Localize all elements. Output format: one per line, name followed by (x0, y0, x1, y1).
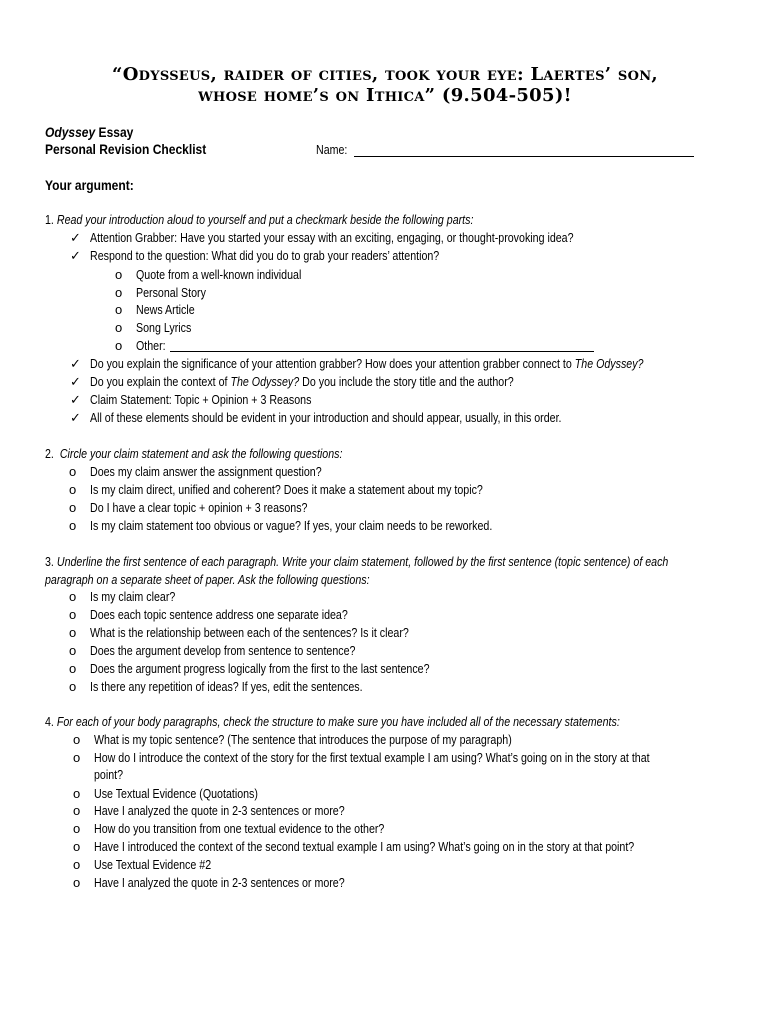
section-1-prompt (45, 212, 473, 228)
checkmark-icon: ✓ (70, 374, 81, 389)
essay-heading (45, 124, 133, 140)
list-item: Do I have a clear topic + opinion + 3 reasons? (90, 500, 308, 515)
bullet-icon: o (73, 875, 81, 890)
checklist-item: Respond to the question: What did you do to grab your readers’ attention? (90, 248, 440, 263)
other-fill-line[interactable] (170, 351, 594, 352)
list-item: How do you transition from one textual evidence to the other? (94, 821, 385, 836)
sub-list-item-other: Other: (136, 338, 166, 353)
section-1-prompt-text: Read your introduction aloud to yourself and put a checkmark beside the following parts: (56, 212, 474, 227)
sub-list-item: Quote from a well-known individual (136, 267, 302, 282)
checkmark-icon: ✓ (70, 356, 81, 371)
checklist-item-text: Do you explain the context of (90, 374, 231, 389)
bullet-icon: o (69, 607, 77, 622)
list-item: How do I introduce the context of the story for the first textual example I am using? What’s going on in the story at that (94, 750, 650, 765)
bullet-icon: o (69, 589, 77, 604)
essay-title-rest: Essay (95, 124, 134, 140)
list-item: What is the relationship between each of the sentences? Is it clear? (90, 625, 409, 640)
bullet-icon: o (69, 679, 77, 694)
checkmark-icon: ✓ (70, 248, 81, 263)
bullet-icon: o (73, 750, 81, 765)
section-2-number: 2. (45, 446, 54, 461)
bullet-icon: o (115, 320, 123, 335)
list-item: Is my claim statement too obvious or vague? If yes, your claim needs to be reworked. (90, 518, 493, 533)
page-title (40, 64, 730, 106)
list-item-cont: point? (94, 767, 124, 782)
bullet-icon: o (69, 518, 77, 533)
checklist-item-text: Do you include the story title and the author? (299, 374, 514, 389)
list-item: Have I analyzed the quote in 2-3 sentences or more? (94, 875, 345, 890)
essay-title-italic: Odyssey (45, 124, 96, 140)
checklist-item-text: Do you explain the significance of your attention grabber? How does your attention grabber connect to (90, 356, 575, 371)
list-item: Use Textual Evidence (Quotations) (94, 786, 258, 801)
list-item: Use Textual Evidence #2 (94, 857, 212, 872)
book-title-italic: The Odyssey? (230, 374, 300, 389)
name-label: Name: (316, 142, 348, 157)
bullet-icon: o (115, 302, 123, 317)
list-item: Does my claim answer the assignment question? (90, 464, 322, 479)
list-item: What is my topic sentence? (The sentence that introduces the purpose of my paragraph) (94, 732, 512, 747)
bullet-icon: o (73, 857, 81, 872)
your-argument-heading: Your argument: (45, 177, 134, 193)
sub-list-item: News Article (136, 302, 195, 317)
bullet-icon: o (69, 500, 77, 515)
list-item: Does the argument progress logically from the first to the last sentence? (90, 661, 430, 676)
bullet-icon: o (115, 267, 123, 282)
list-item: Is my claim direct, unified and coherent? Does it make a statement about my topic? (90, 482, 483, 497)
section-3-prompt-text: Underline the first sentence of each paragraph. Write your claim statement, followed by the first sentence (topic sentence) of each (56, 554, 669, 569)
bullet-icon: o (115, 285, 123, 300)
checkmark-icon: ✓ (70, 410, 81, 425)
checklist-item: All of these elements should be evident in your introduction and should appear, usually, in this order. (90, 410, 562, 425)
bullet-icon: o (73, 803, 81, 818)
checklist-item: Claim Statement: Topic + Opinion + 3 Reasons (90, 392, 312, 407)
list-item: Is my claim clear? (90, 589, 176, 604)
bullet-icon: o (69, 482, 77, 497)
bullet-icon: o (73, 786, 81, 801)
name-field[interactable] (354, 156, 694, 157)
section-1-number: 1. (45, 212, 54, 227)
section-4-number: 4. (45, 714, 54, 729)
sub-list-item: Song Lyrics (136, 320, 192, 335)
bullet-icon: o (73, 821, 81, 836)
list-item: Does the argument develop from sentence to sentence? (90, 643, 356, 658)
checkmark-icon: ✓ (70, 392, 81, 407)
list-item: Have I introduced the context of the second textual example I am using? What’s going on in the story at that point? (94, 839, 635, 854)
bullet-icon: o (69, 661, 77, 676)
bullet-icon: o (73, 839, 81, 854)
section-4-prompt-text: For each of your body paragraphs, check the structure to make sure you have included all of the necessary statements: (56, 714, 620, 729)
checklist-heading: Personal Revision Checklist (45, 141, 207, 157)
book-title-italic: The Odyssey? (574, 356, 644, 371)
checkmark-icon: ✓ (70, 230, 81, 245)
bullet-icon: o (69, 464, 77, 479)
sub-list-item: Personal Story (136, 285, 206, 300)
list-item: Is there any repetition of ideas? If yes, edit the sentences. (90, 679, 363, 694)
title-line-1: “Odysseus, raider of cities, took your eye: Laertes’ son, (112, 64, 658, 85)
checklist-item (90, 356, 643, 372)
bullet-icon: o (69, 643, 77, 658)
section-2-prompt (45, 446, 342, 462)
section-2-prompt-text: Circle your claim statement and ask the following questions: (59, 446, 343, 461)
checklist-item: Attention Grabber: Have you started your essay with an exciting, engaging, or thought-provoking idea? (90, 230, 574, 245)
bullet-icon: o (73, 732, 81, 747)
section-4-prompt (45, 714, 620, 730)
list-item: Have I analyzed the quote in 2-3 sentences or more? (94, 803, 345, 818)
section-3-number: 3. (45, 554, 54, 569)
section-3-prompt (45, 554, 668, 570)
section-3-prompt-cont: paragraph on a separate sheet of paper. Ask the following questions: (45, 572, 370, 587)
checklist-item (90, 374, 514, 390)
bullet-icon: o (69, 625, 77, 640)
list-item: Does each topic sentence address one separate idea? (90, 607, 348, 622)
bullet-icon: o (115, 338, 123, 353)
title-line-2: whose home’s on Ithica” (9.504-505)! (198, 85, 572, 106)
